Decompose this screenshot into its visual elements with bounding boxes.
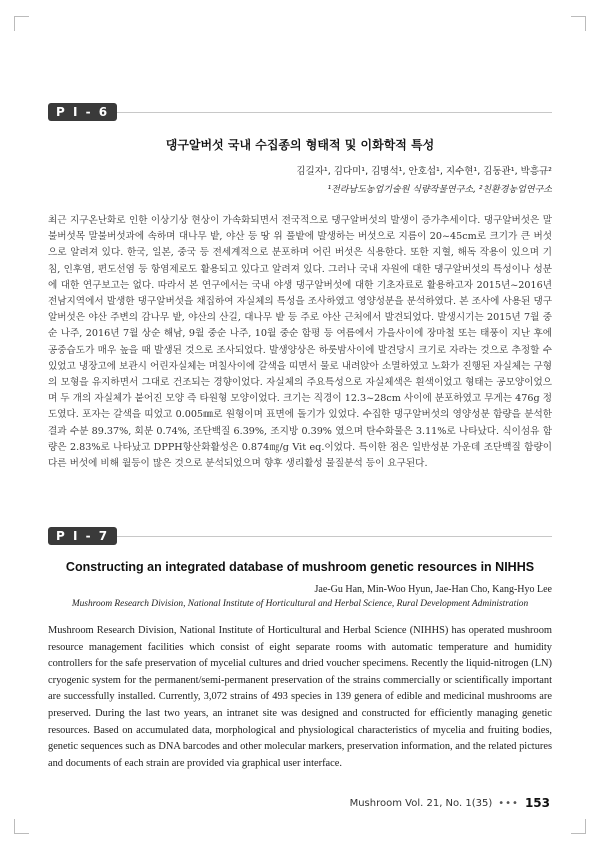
page-number: 153 bbox=[524, 796, 550, 810]
abstract-body: 최근 지구온난화로 인한 이상기상 현상이 가속화되면서 전국적으로 댕구알버섯의 발생이 증가추세이다. 댕구알버섯은 말불버섯목 말불버섯과에 속하며 대나무 밭, 야산 등 땅 위 풀밭에 발생하는 버섯으로 지름이 20~45cm로 크기가 큰 버섯으로 알려져 있다. 한국, 일본, 중국 등 전세계적으로 분포하며 어린 버섯은 식용한다. 또한 지혈, 해독 작용이 있으며 기침, 인후염, 편도선염 등 항염제로도 활용되고 있다고 알려져 있다. 그러나 국내 자원에 대한 댕구알버섯의 특성이나 성분에 대한 연구보고는 없다. 따라서 본 연구에서는 국내 야생 댕구알버섯에 대한 기초자료로 활용하고자 2015년~2016년 전남지역에서 발생한 댕구알버섯을 채집하여 자실체의 특성을 조사하였고 영양성분을 분석하였다. 본 조사에 사용된 댕구알버섯은 야산 주변의 감나무 밭, 야산의 산길, 대나무 밭 등 주로 야산 근처에서 발견되었다. 발생시기는 2015년 7월 중순 나주, 2016년 7월 상순 해남, 9월 중순 나주, 10월 중순 함평 등 여름에서 가을사이에 장마철 또는 태풍이 지난 후에 공중습도가 매우 높을 때 발생된 것으로 조사되었다. 발생양상은 하룻밤사이에 발견당시 크기로 자라는 것으로 추정할 수 있었고 냉장고에 보관시 어린자실체는 며칠사이에 갈색을 띠면서 물로 내려앉아 소멸하였고 노화가 진행된 자실체는 구형의 모형을 유지하면서 그대로 건조되는 경향이었다. 자실체의 주요특성으로 자실체색은 흰색이었고 형태는 공모양이었으며 두 개의 자실체가 붙어진 모양 즉 타원형 모양이었다. 크기는 직경이 12.3~28cm 사이에 분포하였고 무게는 476g 정도였다. 포자는 갈색을 띠었고 0.005㎜로 원형이며 표면에 돌기가 있었다. 수집한 댕구알버섯의 영양성분 함량을 분석한 결과 수분 89.37%, 회분 0.74%, 조단백질 6.39%, 조지방 0.39% 였으며 탄수화물은 3.11%로 나타났다. 식이섬유 함량은 2.83%로 나타났고 DPPH항산화활성은 0.874㎎/g Vit eq.이었다. 특이한 점은 일반성분 가운데 조단백질 함량이 다른 버섯에 비해 월등이 많은 것으로 분석되었으며 향후 생리활성 물질분석 등이 요구된다. bbox=[48, 215, 552, 470]
crop-mark-top-left bbox=[14, 16, 29, 31]
section-header bbox=[48, 102, 552, 122]
abstract-body: Mushroom Research Division, National Institute of Horticultural and Herbal Science (NIHHS) has operated mushroom resource management facilities which consist of eight separate rooms with automatic temperature and humidity controllers for the safe preservation of mycelial cultures and dried voucher specimens. Recently the liquid-nitrogen (LN) cryogenic system for the permanent/semi-permanent preservation of the strains commercially or scientifically important are successfully installed. Currently, 3,072 strains of 493 species in 139 genera of edible and medicinal mushrooms are preserved. During the last two years, an intranet site was designed and constructed for efficiently managing genetic resources. Based on accumulated data, morphological and physiological characteristics of mycelia and fruiting bodies, genetic sequences such as DNA barcodes and other molecular markers, preservation information, and the related pictures and documents of each strain are provided via graphical user interface. bbox=[48, 625, 552, 769]
paper-title: 댕구알버섯 국내 수집종의 형태적 및 이화학적 특성 bbox=[165, 138, 435, 152]
page-footer bbox=[350, 796, 550, 810]
abstract-section-pi6 bbox=[48, 102, 552, 472]
crop-mark-bottom-right bbox=[571, 819, 586, 834]
paper-title: Constructing an integrated database of mushroom genetic resources in NIHHS bbox=[65, 560, 535, 574]
journal-citation: Mushroom Vol. 21, No. 1(35) bbox=[349, 797, 493, 809]
section-header bbox=[48, 526, 552, 546]
section-tag: P I - 6 bbox=[48, 103, 117, 121]
crop-mark-top-right bbox=[571, 16, 586, 31]
abstract-section-pi7 bbox=[48, 526, 552, 772]
crop-mark-bottom-left bbox=[14, 819, 29, 834]
section-tag: P I - 7 bbox=[48, 527, 117, 545]
footer-dots: ••• bbox=[498, 797, 519, 809]
author-list: 김길자¹, 김다미¹, 김명석¹, 안호섭¹, 지수현¹, 김동관¹, 박흥규² bbox=[296, 166, 552, 177]
author-list: Jae-Gu Han, Min-Woo Hyun, Jae-Han Cho, Kang-Hyo Lee bbox=[314, 584, 552, 595]
affiliation: Mushroom Research Division, National Institute of Horticultural and Herbal Science, Rural Development Administration bbox=[71, 599, 529, 609]
section-rule bbox=[117, 112, 552, 113]
section-rule bbox=[117, 536, 552, 537]
affiliation: ¹전라남도농업기술원 식량작물연구소, ²친환경농업연구소 bbox=[327, 185, 552, 195]
